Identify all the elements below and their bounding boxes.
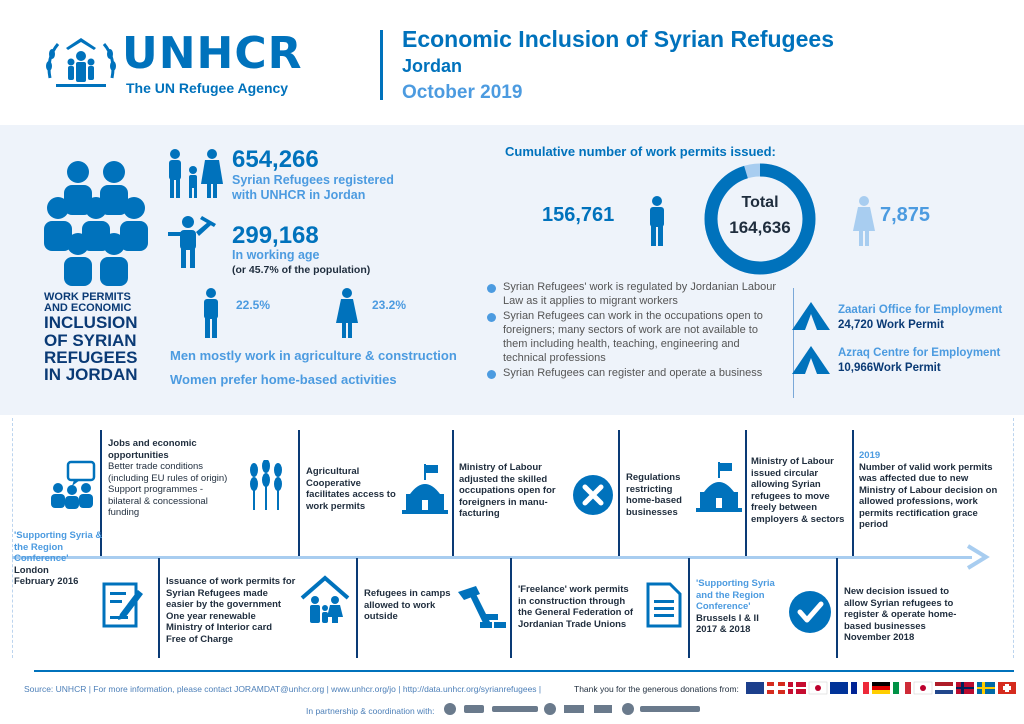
working-age-label: In working age <box>232 248 320 262</box>
timeline-axis <box>12 556 972 559</box>
timeline-event <box>844 586 974 644</box>
refugee-group-icon <box>44 160 148 286</box>
checkmark-circle-icon <box>788 590 832 634</box>
unhcr-logo-subtitle: The UN Refugee Agency <box>126 80 289 96</box>
footer-divider <box>34 670 1014 672</box>
page-title: Economic Inclusion of Syrian Refugees <box>402 26 834 52</box>
document-icon <box>646 582 682 628</box>
registered-label: Syrian Refugees registered with UNHCR in Jordan <box>232 173 394 202</box>
timeline-divider <box>510 558 512 658</box>
event-title: New decision issued to allow Syrian refugees to register & operate home-based businesses <box>844 586 957 632</box>
family-icon <box>165 148 223 200</box>
timeline-start-item <box>14 530 104 588</box>
event-title: 'Freelance' work permits in construction through the General Federation of Jordanian Trade Unions <box>518 584 634 630</box>
tent-icon <box>790 344 832 376</box>
ministry-building-icon <box>696 462 742 512</box>
event-title: Number of valid work permits was affected due to new Ministry of Labour decision on allowed professions, work permits rectification grace period <box>859 461 998 531</box>
event-title: Issuance of work permits for Syrian Refugees made easier by the government <box>166 576 296 611</box>
timeline-divider <box>618 430 620 556</box>
women-work-sentence: Women prefer home-based activities <box>170 372 397 387</box>
ministry-building-icon <box>402 464 448 514</box>
report-date: October 2019 <box>402 82 523 103</box>
event-title: Jobs and economic opportunities <box>108 438 197 461</box>
panel-caption-small: WORK PERMITS AND ECONOMIC <box>44 291 132 315</box>
timeline-event <box>859 450 1003 531</box>
event-year: 2019 <box>859 450 881 461</box>
start-place: London <box>14 564 49 576</box>
event-title: Ministry of Labour issued circular allowing Syrian refugees to move freely between employers & sectors <box>751 456 845 525</box>
worker-icon <box>168 214 216 270</box>
timeline-event <box>108 438 238 519</box>
zaatari-office-value: 24,720 Work Permit <box>838 319 944 331</box>
house-family-icon <box>298 574 352 624</box>
panel-caption <box>44 292 154 384</box>
woman-permits-icon <box>853 196 875 246</box>
bullet-item: Syrian Refugees' work is regulated by Jordanian Labour Law as it applies to migrant workers <box>483 280 783 309</box>
wheat-icon <box>244 460 288 512</box>
timeline-divider <box>452 430 454 556</box>
timeline-divider <box>298 430 300 556</box>
timeline-event <box>459 462 567 520</box>
timeline-divider <box>158 558 160 658</box>
restriction-x-icon <box>572 474 614 516</box>
timeline-divider <box>356 558 358 658</box>
bullet-item: Syrian Refugees can register and operate a business <box>483 366 783 380</box>
women-working-pct: 23.2% <box>372 298 407 312</box>
men-working-pct: 22.5% <box>236 298 271 312</box>
men-permits-value: 156,761 <box>542 204 615 226</box>
event-title: Ministry of Labour adjusted the skilled occupations open for foreigners in manu-facturing <box>459 462 556 520</box>
timeline-divider <box>836 558 838 658</box>
start-conference-title: 'Supporting Syria & the Region Conference' <box>14 530 103 565</box>
man-permits-icon <box>647 196 667 246</box>
timeline-divider <box>852 430 854 556</box>
partner-logos-icon <box>442 701 712 717</box>
man-icon <box>201 288 221 338</box>
working-age-note: (or 45.7% of the population) <box>232 264 371 276</box>
permits-title: Cumulative number of work permits issued: <box>505 144 776 159</box>
working-age-value: 299,168 <box>232 222 319 249</box>
panel-caption-big: INCLUSION OF SYRIAN REFUGEES IN JORDAN <box>44 313 138 385</box>
registered-value: 654,266 <box>232 146 319 173</box>
event-body: One year renewable Ministry of Interior card Free of Charge <box>166 610 273 645</box>
conference-icon <box>48 460 96 510</box>
page-subtitle: Jordan <box>402 56 463 76</box>
event-title: Agricultural Cooperative facilitates access to work permits <box>306 466 396 512</box>
tent-icon <box>790 300 832 332</box>
timeline-divider <box>688 558 690 658</box>
timeline-event <box>166 576 296 645</box>
azraq-office-value: 10,966Work Permit <box>838 362 941 374</box>
event-title: Refugees in camps allowed to work outside <box>364 588 451 623</box>
men-work-sentence: Men mostly work in agriculture & construction <box>170 348 457 363</box>
unhcr-logo-icon <box>44 34 118 94</box>
bullet-item: Syrian Refugees can work in the occupations open to foreigners; many sectors of work are not available to them including health, teaching, engineering and technical professions <box>483 309 783 366</box>
start-date: February 2016 <box>14 576 79 588</box>
timeline-event <box>518 584 636 630</box>
footer-source: Source: UNHCR | For more information, please contact JORAMDAT@unhcr.org | www.unhcr.org/jo | http://data.unhcr.org/syrianrefugees | <box>24 684 542 694</box>
event-body: 2017 & 2018 <box>696 624 751 636</box>
form-edit-icon <box>102 580 144 630</box>
timeline-divider <box>745 430 747 556</box>
timeline-event <box>364 588 454 623</box>
woman-icon <box>336 288 358 338</box>
zaatari-office-name: Zaatari Office for Employment <box>838 304 1003 316</box>
azraq-office-name: Azraq Centre for Employment <box>838 347 1001 359</box>
total-value: 164,636 <box>729 218 791 237</box>
header-divider <box>380 30 383 100</box>
donor-flags-icon <box>746 680 1016 696</box>
women-permits-value: 7,875 <box>880 204 931 226</box>
event-body: Better trade conditions (including EU rules of origin) Support programmes - bilateral & concessional funding <box>108 461 228 519</box>
total-label: Total <box>741 194 779 211</box>
timeline-event <box>306 466 396 512</box>
construction-hammer-icon <box>454 582 506 634</box>
event-conference-title: 'Supporting Syria and the Region Conference' <box>696 578 775 613</box>
timeline-event <box>626 472 690 518</box>
footer-thanks: Thank you for the generous donations from: <box>574 684 739 694</box>
unhcr-logo-word: UNHCR <box>122 28 303 79</box>
event-title: Brussels I & II <box>696 612 759 624</box>
event-title: Regulations restricting home-based businesses <box>626 472 682 518</box>
timeline-event <box>696 578 786 636</box>
timeline-event <box>751 456 851 525</box>
footer-partnership: In partnership & coordination with: <box>306 706 435 716</box>
regulation-bullets <box>483 280 783 380</box>
event-body: November 2018 <box>844 632 915 644</box>
timeline-arrow-icon <box>964 544 990 570</box>
